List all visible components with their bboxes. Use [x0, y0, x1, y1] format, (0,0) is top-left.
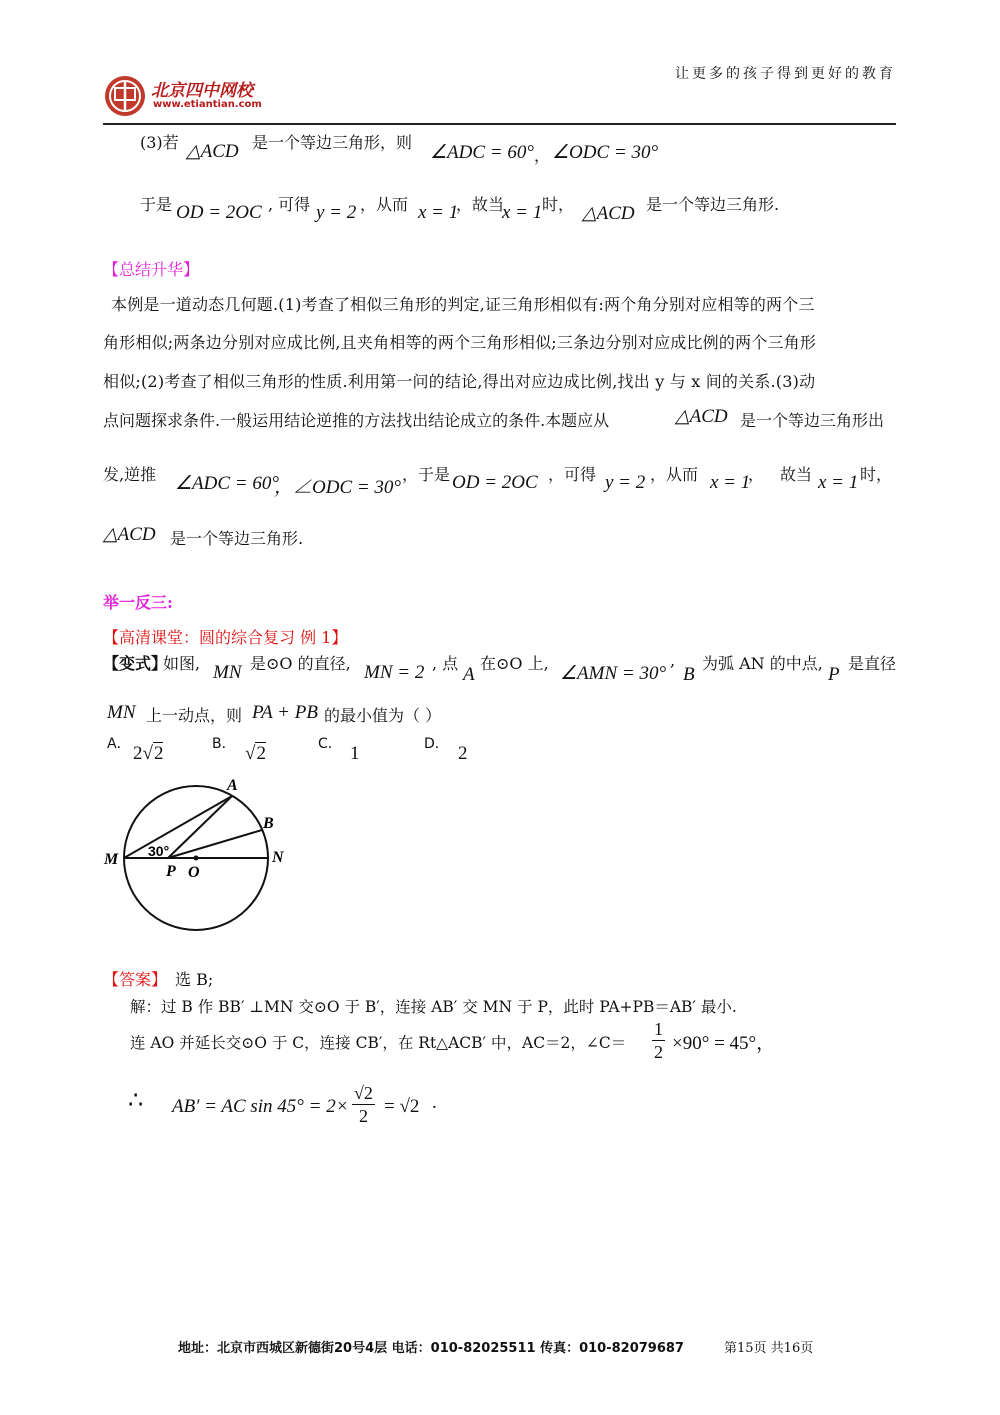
summary-p5f: 故当	[780, 465, 813, 484]
q-mn2: MN = 2	[364, 662, 425, 683]
q-c: , 点	[432, 654, 459, 673]
answer-l2-frac	[652, 1018, 665, 1063]
answer-tag: 【答案】	[103, 970, 168, 989]
logo-text: 北京四中网校	[151, 81, 253, 101]
part3-tri: △ACD	[186, 141, 239, 162]
summary-p5-adc: ∠ADC = 60°	[175, 473, 279, 494]
summary-p5-x2: x = 1	[818, 472, 859, 493]
figure-label-p: P	[166, 863, 176, 880]
answer-l3a: AB′ = AC sin 45° = 2×	[172, 1096, 349, 1117]
q2-b: 的最小值为（ ）	[324, 706, 442, 725]
part3-x1a: x = 1	[418, 202, 459, 223]
option-a-value: 2√2	[133, 743, 164, 764]
summary-p5c: ，可得	[548, 465, 597, 484]
option-c-label: C．	[318, 736, 342, 752]
answer-l3c: .	[432, 1092, 437, 1113]
summary-p6: 是一个等边三角形.	[170, 529, 304, 548]
q2-expr: PA + PB	[252, 702, 318, 723]
figure-center-dot	[194, 856, 199, 861]
summary-p5-x: x = 1	[710, 472, 751, 493]
summary-p5-odc: ，∠ODC = 30°	[274, 477, 402, 498]
answer-l1: 解：过 B 作 BB′ ⊥MN 交⊙O 于 B′，连接 AB′ 交 MN 于 P，此时 PA+PB＝AB′ 最小.	[130, 998, 737, 1016]
summary-p5e: ，	[748, 465, 765, 484]
summary-p4-tri: △ACD	[675, 406, 728, 427]
answer-choice: 选 B;	[175, 970, 214, 989]
variant-tag: 【变式】	[103, 654, 168, 673]
q-d: 在⊙O 上,	[480, 654, 549, 673]
answer-l3-den: 2	[358, 1106, 368, 1126]
option-c-value: 1	[350, 743, 360, 764]
part3-line2-a: 于是	[140, 195, 173, 214]
figure-label-o: O	[188, 864, 200, 881]
answer-therefore: ∴	[128, 1088, 144, 1114]
part3-od: OD = 2OC	[176, 202, 262, 223]
footer-address: 地址：北京市西城区新德街20号4层 电话：010-82025511 传真：010-82079687	[178, 1341, 684, 1356]
part3-line2-c: ，从而	[360, 195, 409, 214]
answer-l3b: = √2	[384, 1096, 420, 1117]
practice-heading: 举一反三:	[103, 593, 173, 612]
summary-p5a: 发,逆推	[103, 465, 157, 484]
summary-p5b: ，于是	[402, 465, 451, 484]
q-a: 如图,	[163, 654, 201, 673]
figure-label-a: A	[227, 777, 238, 794]
summary-p1: 本例是一道动态几何题.(1)考查了相似三角形的判定,证三角形相似有:两个角分别对应相等的两个三	[111, 295, 815, 314]
q-mn: MN	[213, 662, 242, 683]
answer-l3-num: √2	[354, 1083, 373, 1103]
q-amn: ∠AMN = 30°	[560, 663, 667, 684]
summary-p2: 角形相似;两条边分别对应成比例,且夹角相等的两个三角形相似;三条边分别对应成比例的两个三角形	[103, 333, 817, 352]
answer-l3-frac	[352, 1082, 375, 1127]
header-slogan: 让更多的孩子得到更好的教育	[675, 66, 896, 82]
summary-p5d: ，从而	[650, 465, 699, 484]
answer-l2b: ×90° = 45°，	[672, 1033, 776, 1054]
option-d-label: D．	[424, 736, 449, 752]
header-rule	[103, 123, 896, 125]
part3-angle-odc: ∠ODC = 30°	[552, 142, 659, 163]
logo-url: www.etiantian.com	[153, 99, 262, 110]
part3-line2-b: , 可得	[268, 195, 311, 214]
summary-p5-y: y = 2	[605, 472, 646, 493]
part3-x1b: x = 1	[502, 202, 543, 223]
q-pa: A	[463, 664, 475, 685]
summary-p4a: 点问题探求条件.一般运用结论逆推的方法找出结论成立的条件.本题应从	[103, 411, 610, 430]
q-g: 是直径	[848, 654, 897, 673]
part3-y2: y = 2	[316, 202, 357, 223]
part3-line2-e: 时，	[542, 195, 575, 214]
option-d-value: 2	[458, 743, 468, 764]
q2-mn: MN	[107, 702, 136, 723]
summary-p5-od: OD = 2OC	[452, 472, 538, 493]
option-b-label: B．	[212, 736, 236, 752]
q2-a: 上一动点，则	[146, 706, 243, 725]
part3-comma: ，	[534, 146, 551, 165]
part3-line2-d: ，故当	[456, 195, 505, 214]
part3-mid: 是一个等边三角形，则	[252, 133, 413, 152]
q-pp: P	[828, 664, 840, 685]
option-a-label: A．	[107, 736, 131, 752]
answer-l2-num: 1	[654, 1019, 663, 1039]
summary-p4b: 是一个等边三角形出	[740, 411, 885, 430]
figure-label-angle: 30°	[148, 843, 170, 859]
figure-label-n: N	[272, 849, 284, 866]
figure-label-b: B	[263, 815, 274, 832]
summary-heading: 【总结升华】	[103, 260, 200, 279]
part3-line2-f: 是一个等边三角形.	[646, 195, 780, 214]
summary-p6-tri: △ACD	[103, 524, 156, 545]
summary-p5g: 时，	[860, 465, 893, 484]
q-e: ,	[670, 651, 676, 670]
figure-label-m: M	[104, 851, 119, 868]
answer-l2-den: 2	[654, 1042, 663, 1062]
logo	[103, 74, 283, 118]
summary-p3: 相似;(2)考查了相似三角形的性质.利用第一问的结论,得出对应边成比例,找出 y 与 x 间的关系.(3)动	[103, 372, 816, 391]
circle-figure	[100, 772, 300, 942]
option-b-value: √2	[245, 743, 266, 764]
q-f: 为弧 AN 的中点,	[702, 654, 823, 673]
part3-angle-adc: ∠ADC = 60°	[430, 142, 534, 163]
footer-page: 第15页 共16页	[724, 1341, 814, 1356]
practice-lesson: 【高清课堂：圆的综合复习 例 1】	[103, 628, 348, 647]
part3-tri2: △ACD	[582, 203, 635, 224]
answer-l2a: 连 AO 并延长交⊙O 于 C，连接 CB′，在 Rt△ACB′ 中，AC＝2，∠C＝	[130, 1034, 627, 1052]
q-pb: B	[683, 664, 695, 685]
part3-prefix: (3)若	[140, 133, 179, 152]
logo-seal-icon	[103, 74, 147, 118]
q-b: 是⊙O 的直径,	[250, 654, 351, 673]
